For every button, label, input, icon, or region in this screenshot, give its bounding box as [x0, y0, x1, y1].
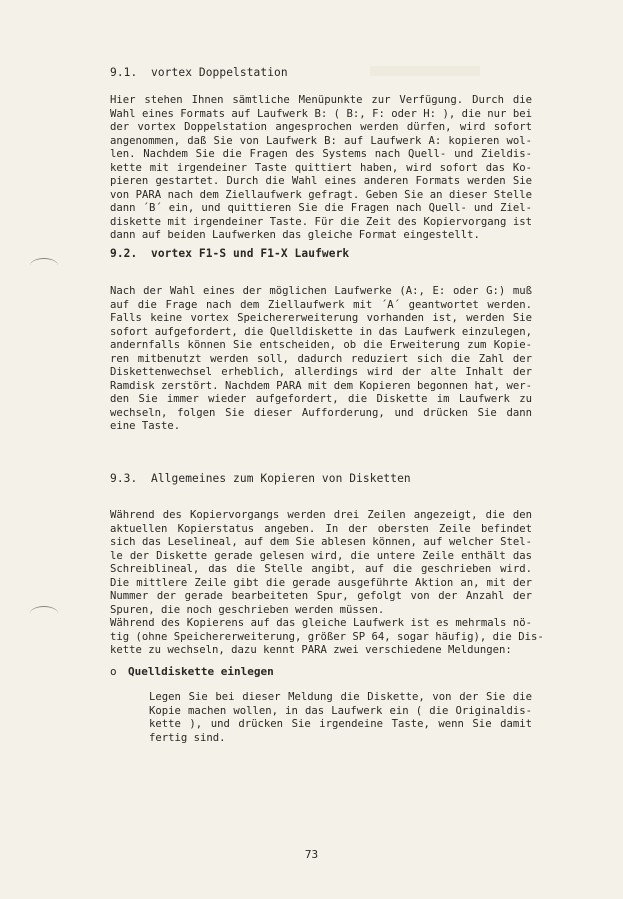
- section-body-9-3: [110, 509, 544, 658]
- text-line: fertig sind.: [149, 731, 226, 744]
- text-line: Ramdisk zerstört. Nachdem PARA mit dem Kopieren begonnen hat, wer-: [110, 379, 532, 392]
- section-heading-9-2: 9.2. vortex F1-S und F1-X Laufwerk: [110, 247, 350, 260]
- bullet-marker: o: [110, 665, 117, 678]
- text-line: eine Taste.: [110, 420, 181, 432]
- text-line: der vortex Doppelstation angesprochen werden dürfen, wird sofort: [110, 121, 532, 133]
- text-line: len. Nachdem Sie die Fragen des Systems nach Quell- und Zieldis-: [110, 148, 532, 160]
- section-heading-9-1: 9.1. vortex Doppelstation: [110, 66, 288, 79]
- bullet-body: [149, 691, 532, 745]
- bleed-through-mark: [370, 66, 480, 76]
- text-line: Falls keine vortex Speichererweiterung vorhanden ist, werden Sie: [110, 312, 532, 324]
- section-body-9-2: [110, 285, 532, 434]
- text-line: tig (ohne Speichererweiterung, größer SP 64, sogar häufig), die Dis-: [110, 630, 544, 643]
- text-line: wechseln, folgen Sie dieser Aufforderung, und drücken Sie dann: [110, 406, 532, 419]
- section-body-9-1: [110, 94, 532, 243]
- text-line: aktuellen Kopierstatus angeben. In der obersten Zeile befindet: [110, 522, 532, 535]
- text-line: Schreiblineal, das die Stelle angibt, auf die geschrieben wird.: [110, 563, 532, 575]
- text-line: kette zu wechseln, dazu kennt PARA zwei verschiedene Meldungen:: [110, 644, 512, 656]
- text-line: ren mitbenutzt werden soll, dadurch reduziert sich die Zahl der: [110, 352, 532, 365]
- text-line: Legen Sie bei dieser Meldung die Diskette, von der Sie die: [149, 691, 532, 703]
- text-line: kette ), und drücken Sie irgendeine Taste, wenn Sie damit: [149, 718, 532, 730]
- text-line: von PARA nach dem Ziellaufwerk gefragt. Geben Sie an dieser Stelle: [110, 188, 532, 201]
- text-line: Nummer der gerade bearbeiteten Spur, gefolgt von der Anzahl der: [110, 590, 532, 602]
- text-line: sich das Leselineal, auf dem Sie ablesen können, auf welcher Stel-: [110, 536, 532, 548]
- text-line: Während des Kopiervorgangs werden drei Zeilen angezeigt, die den: [110, 509, 532, 521]
- text-line: andernfalls können Sie entscheiden, ob die Erweiterung zum Kopie-: [110, 339, 532, 351]
- text-line: Während des Kopierens auf das gleiche Laufwerk ist es mehrmals nö-: [110, 617, 532, 629]
- punch-hole-mark: [30, 258, 58, 273]
- text-line: diskette mit irgendeiner Taste. Für die Zeit des Kopiervorgang ist: [110, 215, 532, 228]
- text-line: dann ´B´ ein, und quittieren Sie die Fragen nach Quell- und Ziel-: [110, 202, 532, 214]
- text-line: auf die Frage nach dem Ziellaufwerk mit ´A´ geantwortet werden.: [110, 298, 532, 311]
- page-number: 73: [304, 848, 319, 861]
- text-line: Hier stehen Ihnen sämtliche Menüpunkte zur Verfügung. Durch die: [110, 94, 532, 106]
- text-line: angenommen, daß Sie von Laufwerk B: auf Laufwerk A: kopieren wol-: [110, 134, 532, 147]
- text-line: Kopie machen wollen, in das Laufwerk ein ( die Originaldis-: [149, 704, 532, 717]
- text-line: pieren gestartet. Durch die Wahl eines anderen Formats werden Sie: [110, 175, 532, 187]
- text-line: Wahl eines Formats auf Laufwerk B: ( B:, F: oder H: ), die nur bei: [110, 107, 532, 120]
- section-heading-9-3: 9.3. Allgemeines zum Kopieren von Disketten: [110, 472, 411, 485]
- bullet-title: Quelldiskette einlegen: [128, 665, 274, 678]
- text-line: Diskettenwechsel erheblich, allerdings wird der alte Inhalt der: [110, 366, 532, 378]
- text-line: Spuren, die noch geschrieben werden müssen.: [110, 603, 385, 616]
- punch-hole-mark: [30, 606, 58, 621]
- text-line: le der Diskette gerade gelesen wird, die untere Zeile enthält das: [110, 549, 532, 562]
- text-line: kette mit irgendeiner Taste quittiert haben, wird sofort das Ko-: [110, 161, 532, 174]
- text-line: sofort aufgefordert, die Quelldiskette in das Laufwerk einzulegen,: [110, 325, 532, 338]
- text-line: Nach der Wahl eines der möglichen Laufwerke (A:, E: oder G:) muß: [110, 285, 532, 297]
- text-line: den Sie immer wieder aufgefordert, die Diskette im Laufwerk zu: [110, 393, 532, 405]
- text-line: Die mittlere Zeile gibt die gerade ausgeführte Aktion an, mit der: [110, 576, 532, 589]
- text-line: dann auf beiden Laufwerken das gleiche Format eingestellt.: [110, 229, 480, 241]
